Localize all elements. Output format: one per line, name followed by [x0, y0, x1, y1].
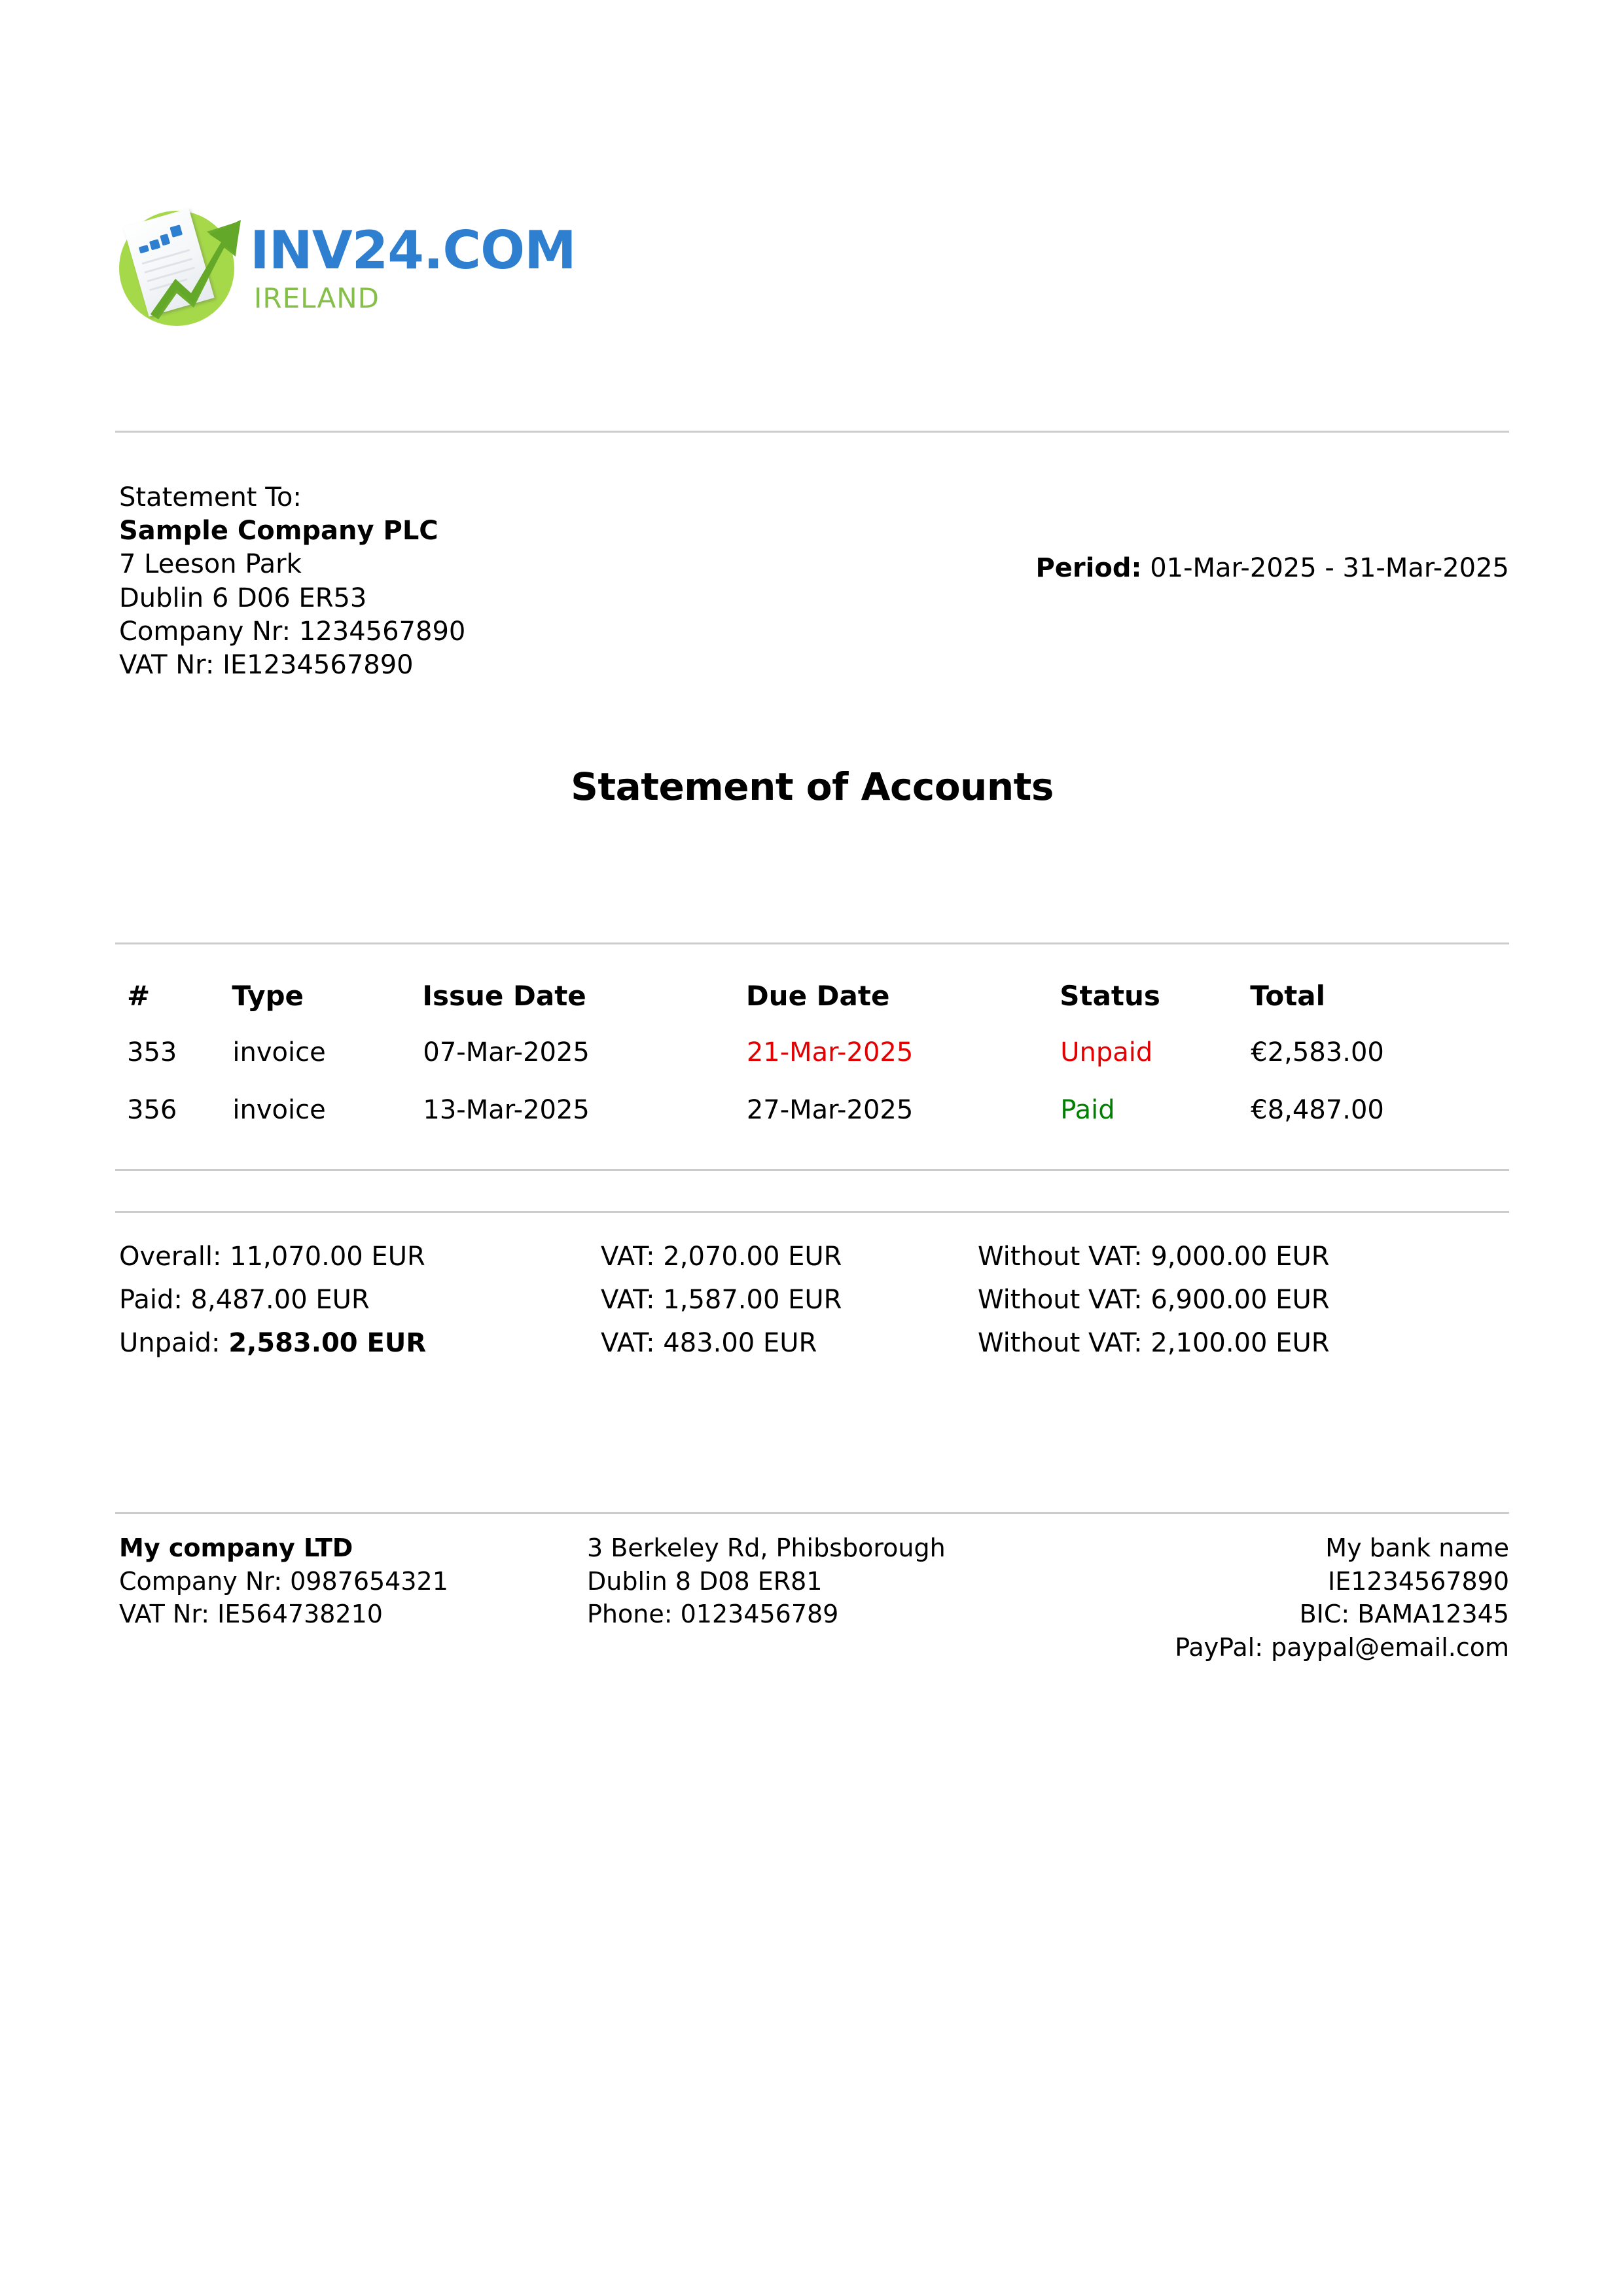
footer-company-column [119, 1532, 587, 1664]
footer-address-column [587, 1532, 1045, 1664]
brand-region: IRELAND [254, 282, 380, 314]
cell-type: invoice [232, 1095, 326, 1125]
cell-due-date: 21-Mar-2025 [746, 1037, 914, 1067]
footer-divider [115, 1512, 1509, 1514]
footer-bic: BIC: BAMA12345 [1299, 1600, 1509, 1629]
footer-vat-nr: VAT Nr: IE564738210 [119, 1600, 383, 1629]
table-header-row [115, 967, 1509, 1024]
footer-city: Dublin 8 D08 ER81 [587, 1566, 823, 1596]
footer-iban: IE1234567890 [1328, 1566, 1509, 1596]
period-value: 01-Mar-2025 - 31-Mar-2025 [1150, 553, 1509, 583]
cell-issue-date: 07-Mar-2025 [423, 1037, 590, 1067]
summary-overall-amount: Overall: 11,070.00 EUR [119, 1242, 425, 1272]
brand-logo [115, 196, 576, 340]
footer-address: 3 Berkeley Rd, Phibsborough [587, 1534, 946, 1562]
cell-number: 356 [127, 1095, 177, 1125]
summary-unpaid-label: Unpaid: [119, 1328, 229, 1358]
page-title: Statement of Accounts [571, 764, 1054, 809]
footer-paypal: PayPal: paypal@email.com [1175, 1632, 1509, 1662]
cell-type: invoice [232, 1037, 326, 1067]
brand-wordmark [250, 220, 576, 314]
footer-bank-column [1045, 1532, 1509, 1664]
column-header-issue-date: Issue Date [422, 979, 586, 1012]
statement-to-address-line1: 7 Leeson Park [119, 549, 302, 580]
cell-due-date: 27-Mar-2025 [746, 1095, 914, 1125]
summary-overall-vat: VAT: 2,070.00 EUR [601, 1242, 842, 1272]
summary-unpaid-without-vat: Without VAT: 2,100.00 EUR [978, 1328, 1330, 1358]
column-header-total: Total [1250, 979, 1326, 1012]
status-badge: Unpaid [1060, 1037, 1153, 1067]
summary-top-divider [115, 1211, 1509, 1213]
table-row [115, 1024, 1509, 1081]
statement-to-vat-nr: VAT Nr: IE1234567890 [119, 649, 414, 680]
invoice-table [115, 967, 1509, 1139]
table-row [115, 1081, 1509, 1139]
summary-overall-without-vat: Without VAT: 9,000.00 EUR [978, 1242, 1330, 1272]
header-divider [115, 431, 1509, 433]
footer-block [119, 1532, 1509, 1664]
logo-growth-arrow-icon [144, 216, 242, 321]
summary-unpaid-vat: VAT: 483.00 EUR [601, 1328, 817, 1358]
statement-to-company-nr: Company Nr: 1234567890 [119, 616, 466, 647]
column-header-type: Type [232, 979, 304, 1012]
cell-issue-date: 13-Mar-2025 [423, 1095, 590, 1125]
summary-unpaid-amount [119, 1330, 601, 1356]
period-label: Period: [1035, 553, 1142, 583]
statement-to-block [119, 481, 465, 682]
statement-to-label: Statement To: [119, 482, 302, 512]
footer-phone: Phone: 0123456789 [587, 1600, 839, 1629]
summary-row-unpaid [119, 1330, 1509, 1373]
footer-bank-name: My bank name [1325, 1534, 1509, 1562]
period-block [1035, 552, 1509, 585]
table-top-divider [115, 942, 1509, 944]
footer-company-nr: Company Nr: 0987654321 [119, 1566, 448, 1596]
column-header-status: Status [1060, 979, 1160, 1012]
status-badge: Paid [1060, 1095, 1115, 1125]
summary-paid-without-vat: Without VAT: 6,900.00 EUR [978, 1285, 1330, 1315]
summary-row-overall [119, 1244, 1509, 1287]
summary-paid-amount: Paid: 8,487.00 EUR [119, 1285, 370, 1315]
statement-to-address-line2: Dublin 6 D06 ER53 [119, 583, 367, 613]
summary-unpaid-value: 2,583.00 EUR [228, 1328, 427, 1358]
summary-row-paid [119, 1287, 1509, 1330]
table-bottom-divider [115, 1169, 1509, 1171]
column-header-due-date: Due Date [745, 979, 890, 1012]
summary-paid-vat: VAT: 1,587.00 EUR [601, 1285, 842, 1315]
cell-total: €8,487.00 [1251, 1095, 1384, 1125]
totals-summary [119, 1244, 1509, 1373]
cell-number: 353 [127, 1037, 177, 1067]
footer-company-name: My company LTD [119, 1534, 353, 1562]
brand-name: INV24.COM [250, 220, 576, 281]
cell-total: €2,583.00 [1251, 1037, 1384, 1067]
invoice-growth-logo-icon [115, 204, 243, 332]
statement-to-company: Sample Company PLC [119, 516, 438, 547]
column-header-number: # [127, 979, 151, 1012]
